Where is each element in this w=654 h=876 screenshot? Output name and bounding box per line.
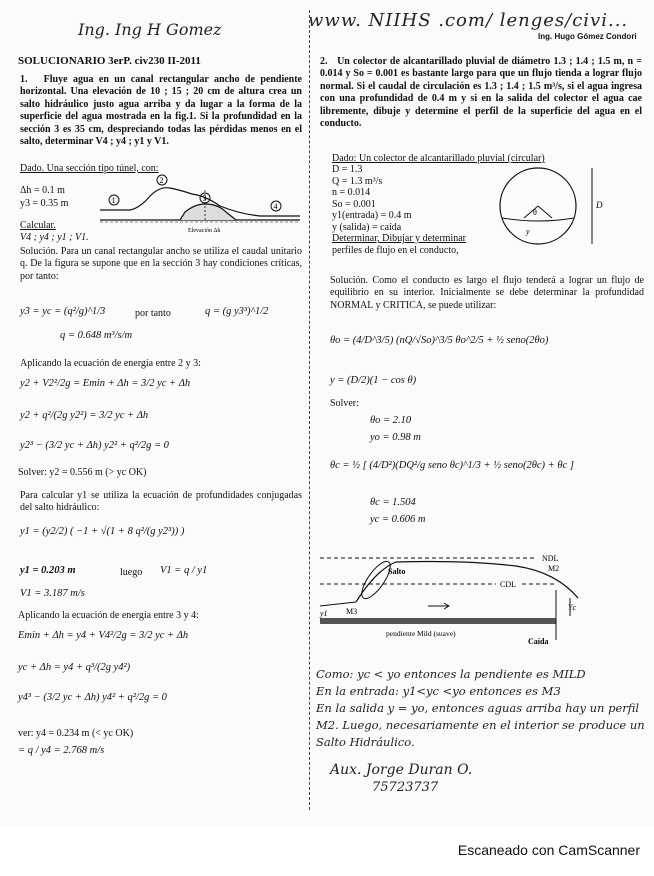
section-1-label: 1 — [111, 196, 116, 205]
theta-label: θ — [533, 208, 537, 217]
aux-phone: 75723737 — [372, 780, 439, 795]
eq-energy-4: Emin + Δh = y4 + V4²/2g = 3/2 yc + Δh — [18, 630, 189, 641]
eq-theta-c: θc = ½ [ (4/D²)(DQ²/g seno θc)^1/3 + ½ seno(2θc) + θc ] — [330, 460, 574, 471]
eq-energy-3: y2³ − (3/2 yc + Δh) y2² + q²/2g = 0 — [20, 440, 169, 451]
problem2-conclusion: Como: yc < yo entonces la pendiente es MILD En la entrada: y1<yc <yo entonces es M3 En la salida y = yo, entonces aguas arriba hay un perfil M2. Luego, necesariamente en el interior se produce un Salto Hidráulico. — [316, 667, 645, 749]
figure-circular-pipe — [488, 160, 608, 260]
eq-energy-5: yc + Δh = y4 + q³/(2g y4²) — [18, 662, 131, 673]
yo-result: yo = 0.98 m — [370, 432, 421, 443]
author-top: Ing. Hugo Gómez Condori — [538, 32, 637, 41]
yc-profile-label: Yc — [568, 603, 576, 612]
solver-y2: Solver: y2 = 0.556 m (> yc OK) — [18, 467, 147, 478]
eq-energy-1: y2 + V2²/2g = Emin + Δh = 3/2 yc + Δh — [20, 378, 191, 389]
y1-result: y1 = 0.203 m — [20, 565, 76, 576]
q-result: q = 0.648 m³/s/m — [60, 330, 133, 341]
column-divider — [309, 10, 311, 810]
eq-energy-2: y2 + q²/(2g y2²) = 3/2 yc + Δh — [20, 410, 149, 421]
given-dh: Δh = 0.1 m — [20, 185, 65, 196]
m3-label: M3 — [346, 607, 358, 616]
yc-result: yc = 0.606 m — [370, 514, 426, 525]
slope-label: pendiente Mild (suave) — [386, 629, 456, 638]
luego: luego — [120, 567, 143, 578]
problem1-solution: Solución. Para un canal rectangular ancho se utiliza el caudal unitario q. De la figura se supone que en la sección 3 hay condiciones críticas, por tanto: — [20, 246, 302, 282]
left-signature: Ing. Ing H Gomez — [78, 20, 222, 39]
footer — [0, 826, 654, 876]
cdl-label: CDL — [500, 580, 516, 589]
problem2-statement: 2. Un colector de alcantarillado pluvial de diámetro 1.3 ; 1.4 ; 1.5 m, n = 0.014 y So = 0.001 es bastante largo para que un flujo tienda a lograr flujo normal. Si el caudal de circulación es 1.3 ; 1.4 ; 1.5 m³/s, si el agua ingresa con una profundidad de 0.4 m y si en la salida del colector el agua cae libremente, dibuje y determine el perfil de la superficie del agua en el conducto. — [320, 56, 642, 130]
salto-label: Salto — [388, 567, 406, 576]
theta-o-result: θo = 2.10 — [370, 415, 412, 426]
problem2-given-label: Dado: Un colector de alcantarillado pluvial (circular) — [332, 153, 545, 164]
problem2-solution: Solución. Como el conducto es largo el flujo tenderá a lograr un flujo de equilibrio en su interior. Inicialmente se debe determinar la profundidad NORMAL y CRITICA, se puede utilizar: — [330, 275, 644, 311]
caida-label: Caída — [528, 637, 549, 646]
figure-channel-jump — [100, 170, 300, 242]
elevation-label: Elevación Δh — [188, 228, 221, 234]
theta-c-result: θc = 1.504 — [370, 497, 416, 508]
section-4-label: 4 — [273, 202, 278, 211]
problem1-given-label: Dado. Una sección tipo túnel, con: — [20, 163, 159, 174]
scanner-watermark: Escaneado con CamScanner — [457, 842, 640, 858]
section-3-label: 3 — [202, 194, 207, 203]
y-label: y — [526, 227, 530, 236]
calc-label: Calcular. — [20, 220, 56, 231]
energy-34-label: Aplicando la ecuación de energía entre 3 y 4: — [18, 610, 199, 621]
y1-profile-label: y1 — [320, 609, 328, 618]
m2-label: M2 — [548, 564, 560, 573]
aux-signature: Aux. Jorge Duran O. — [330, 762, 473, 778]
eq-conjugate: y1 = (y2/2) ( −1 + √(1 + 8 q²/(g y2³)) ) — [20, 526, 185, 537]
diameter-label: D — [596, 200, 603, 210]
ndl-label: NDL — [542, 554, 559, 563]
energy-23-label: Aplicando la ecuación de energía entre 2 y 3: — [20, 358, 201, 369]
given-y3: y3 = 0.35 m — [20, 198, 69, 209]
eq-critical-depth: y3 = yc = (q²/g)^1/3 — [20, 306, 106, 317]
solver-label: Solver: — [330, 398, 359, 409]
conjugate-depth-text: Para calcular y1 se utiliza la ecuación de profundidades conjugadas del salto hidráulico: — [20, 490, 302, 514]
eq-v1: V1 = q / y1 — [160, 565, 208, 576]
v1-result: V1 = 3.187 m/s — [20, 588, 85, 599]
figure-flow-profile — [316, 540, 648, 652]
eq-energy-6: y4³ − (3/2 yc + Δh) y4² + q²/2g = 0 — [18, 692, 167, 703]
eq-theta-o: θo = (4/D^3/5) (nQ/√So)^3/5 θo^2/5 + ½ seno(2θo) — [330, 335, 549, 346]
eq-unit-discharge: q = (g y3³)^1/2 — [205, 306, 269, 317]
por-tanto: por tanto — [135, 308, 171, 319]
section-2-label: 2 — [159, 176, 164, 185]
calc-items: V4 ; y4 ; y1 ; V1. — [20, 232, 89, 243]
problem2-given-list: D = 1.3 Q = 1.3 m³/s n = 0.014 So = 0.001 y1(entrada) = 0.4 m y (salida) = caída Determinar, Dibujar y determinar perfiles de flujo en el conducto, — [332, 164, 466, 256]
page-title: SOLUCIONARIO 3erP. civ230 II-2011 — [18, 55, 201, 67]
v4-result: = q / y4 = 2.768 m/s — [18, 745, 105, 756]
solver-y4: ver: y4 = 0.234 m (< yc OK) — [18, 728, 134, 739]
url-scribble: www. NIIHS .com/ lenges/civi... — [308, 10, 629, 31]
problem1-statement: 1. Fluye agua en un canal rectangular ancho de pendiente horizontal. Una elevación de 10 ; 15 ; 20 cm de altura crea un salto hidráulico justo agua arriba y da lugar a la forma de la superficie del agua mostrada en la fig.1. Si la profundidad en la sección 3 es 35 cm, despreciando todas las pérdidas menos en el salto, determinar V4 ; y4 ; y1 y V1. — [20, 74, 302, 148]
eq-depth: y = (D/2)(1 − cos θ) — [330, 375, 417, 386]
